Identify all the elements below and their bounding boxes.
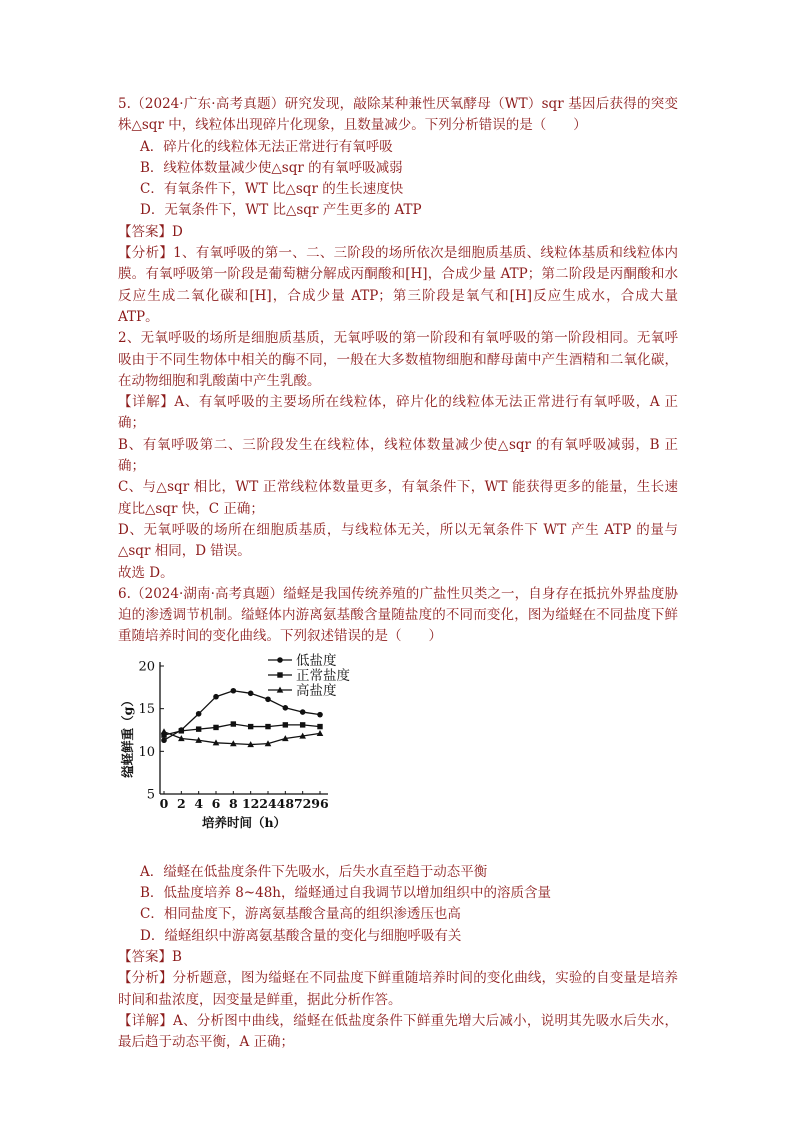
y-tick-label: 10 xyxy=(138,744,155,760)
chart-svg xyxy=(118,652,368,854)
data-point xyxy=(179,728,184,733)
legend-label: 低盐度 xyxy=(296,652,337,669)
q5-detail-c: C、与△sqr 相比，WT 正常线粒体数量更多，有氧条件下，WT 能获得更多的能量，生长速度比△sqr 快，C 正确； xyxy=(118,479,678,517)
x-tick-label: 8 xyxy=(228,795,238,811)
data-point xyxy=(231,688,237,694)
data-point xyxy=(300,722,305,727)
data-point xyxy=(196,711,202,717)
x-tick-label: 4 xyxy=(194,795,204,811)
data-point xyxy=(196,726,201,731)
data-point xyxy=(248,724,253,729)
data-point xyxy=(317,730,324,736)
q5-analysis-2: 2、无氧呼吸的场所是细胞质基质，无氧呼吸的第一阶段和有氧呼吸的第一阶段相同。无氧呼吸由于不同生物体中相关的酶不同，一般在大多数植物细胞和酵母菌中产生酒精和二氧化碳，在动物细胞和乳酸菌中产生乳酸。 xyxy=(118,330,678,389)
q5-stem: 5.（2024·广东·高考真题）研究发现，敲除某种兼性厌氧酵母（WT）sqr 基因后获得的突变株△sqr 中，线粒体出现碎片化现象，且数量减少。下列分析错误的是（ ） xyxy=(118,96,678,134)
data-point xyxy=(283,705,289,711)
q5-detail-d: D、无氧呼吸的场所在细胞质基质，与线粒体无关，所以无氧条件下 WT 产生 ATP 的量与△sqr 相同，D 错误。 xyxy=(118,521,678,560)
data-point xyxy=(317,724,322,729)
y-tick-label: 15 xyxy=(138,701,155,717)
q5-answer: 【答案】D xyxy=(118,223,183,240)
q5-option-c: C．有氧条件下，WT 比△sqr 的生长速度快 xyxy=(140,181,404,198)
q6-option-d: D．缢蛏组织中游离氨基酸含量的变化与细胞呼吸有关 xyxy=(140,927,462,944)
q6-detail-a: 【详解】A、分析图中曲线，缢蛏在低盐度条件下鲜重先增大后减小，说明其先吸水后失水，最后趋于动态平衡，A 正确； xyxy=(118,1012,678,1051)
data-point xyxy=(161,728,168,734)
q5-option-b: B．线粒体数量减少使△sqr 的有氧呼吸减弱 xyxy=(140,159,403,176)
data-point xyxy=(265,696,271,702)
data-point xyxy=(283,722,288,727)
salinity-chart xyxy=(118,652,678,854)
q6-option-a: A．缢蛏在低盐度条件下先吸水，后失水直至趋于动态平衡 xyxy=(140,863,488,880)
q6-option-b: B．低盐度培养 8~48h，缢蛏通过自我调节以增加组织中的溶质含量 xyxy=(140,885,551,902)
q5-detail-b: B、有氧呼吸第二、三阶段发生在线粒体，线粒体数量减少使△sqr 的有氧呼吸减弱，B 正确； xyxy=(118,436,678,475)
q6-answer: 【答案】B xyxy=(118,948,182,965)
data-point xyxy=(213,694,219,700)
x-axis-title: 培养时间（h） xyxy=(201,814,287,830)
q5-detail-a: 【详解】A、有氧呼吸的主要场所在线粒体，碎片化的线粒体无法正常进行有氧呼吸，A 正确； xyxy=(118,394,678,432)
x-tick-label: 72 xyxy=(293,795,312,811)
x-tick-label: 6 xyxy=(211,795,221,811)
x-tick-label: 12 xyxy=(241,795,260,811)
legend-marker xyxy=(277,672,282,677)
q5-option-d: D．无氧条件下，WT 比△sqr 产生更多的 ATP xyxy=(140,202,422,219)
document-page xyxy=(118,94,678,1053)
q6-analysis: 【分析】分析题意，图为缢蛏在不同盐度下鲜重随培养时间的变化曲线，实验的自变量是培养时间和盐浓度，因变量是鲜重，据此分析作答。 xyxy=(118,970,678,1008)
q5-option-a: A．碎片化的线粒体无法正常进行有氧呼吸 xyxy=(140,138,393,155)
y-tick-label: 5 xyxy=(146,787,155,803)
x-tick-label: 0 xyxy=(159,795,169,811)
legend-label: 高盐度 xyxy=(296,682,337,699)
data-point xyxy=(317,712,323,718)
data-point xyxy=(248,690,254,696)
x-tick-label: 2 xyxy=(176,795,186,811)
data-point xyxy=(231,721,236,726)
q5-conclusion: 故选 D。 xyxy=(118,564,174,581)
x-tick-label: 96 xyxy=(311,795,329,811)
chart-legend xyxy=(268,652,350,699)
data-point xyxy=(265,724,270,729)
x-tick-label: 24 xyxy=(259,795,277,811)
q5-analysis-1: 【分析】1、有氧呼吸的第一、二、三阶段的场所依次是细胞质基质、线粒体基质和线粒体内膜。有氧呼吸第一阶段是葡萄糖分解成丙酮酸和[H]，合成少量 ATP；第二阶段是丙酮酸和水反应生成二氧化碳和[H]，合成少量 ATP；第三阶段是氧气和[H]反应生成水，合成大量 ATP。 xyxy=(118,245,678,325)
q6-stem: 6.（2024·湖南·高考真题）缢蛏是我国传统养殖的广盐性贝类之一，自身存在抵抗外界盐度胁迫的渗透调节机制。缢蛏体内游离氨基酸含量随盐度的不同而变化，图为缢蛏在不同盐度下鲜重随培养时间的变化曲线。下列叙述错误的是（ ） xyxy=(118,585,678,645)
data-point xyxy=(213,724,218,729)
data-point xyxy=(300,709,306,715)
series-line xyxy=(164,731,320,744)
y-axis-title: 缢蛏鲜重（g） xyxy=(120,693,135,778)
series-line xyxy=(164,724,320,735)
legend-marker xyxy=(277,657,283,663)
legend-label: 正常盐度 xyxy=(296,667,350,684)
data-point xyxy=(161,737,167,743)
y-tick-label: 20 xyxy=(138,659,155,675)
q6-option-c: C．相同盐度下，游离氨基酸含量高的组织渗透压也高 xyxy=(140,906,461,923)
x-tick-label: 48 xyxy=(276,795,295,811)
